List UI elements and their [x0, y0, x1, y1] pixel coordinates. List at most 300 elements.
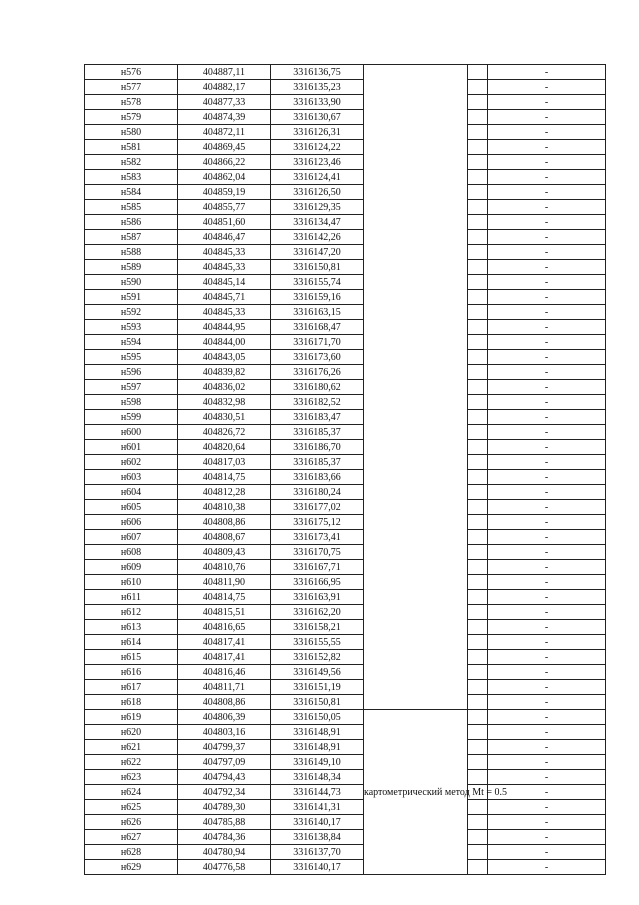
accuracy-cell: -	[488, 80, 606, 95]
table-row	[85, 830, 606, 845]
point-name-cell: н597	[85, 380, 178, 395]
x-coordinate-cell: 404808,86	[178, 515, 271, 530]
table-row	[85, 140, 606, 155]
x-coordinate-cell: 404808,67	[178, 530, 271, 545]
spacer-cell	[468, 275, 488, 290]
point-name-cell: н592	[85, 305, 178, 320]
table-row	[85, 620, 606, 635]
spacer-cell	[468, 800, 488, 815]
spacer-cell	[468, 665, 488, 680]
table-row	[85, 440, 606, 455]
point-name-cell: н577	[85, 80, 178, 95]
spacer-cell	[468, 545, 488, 560]
spacer-cell	[468, 320, 488, 335]
spacer-cell	[468, 485, 488, 500]
table-row	[85, 485, 606, 500]
accuracy-cell: -	[488, 785, 606, 800]
accuracy-cell: -	[488, 695, 606, 710]
x-coordinate-cell: 404776,58	[178, 860, 271, 875]
point-name-cell: н581	[85, 140, 178, 155]
y-coordinate-cell: 3316150,81	[271, 695, 364, 710]
x-coordinate-cell: 404832,98	[178, 395, 271, 410]
point-name-cell: н610	[85, 575, 178, 590]
point-name-cell: н586	[85, 215, 178, 230]
table-row	[85, 710, 606, 725]
accuracy-cell: -	[488, 65, 606, 80]
x-coordinate-cell: 404866,22	[178, 155, 271, 170]
y-coordinate-cell: 3316185,37	[271, 425, 364, 440]
table-row	[85, 590, 606, 605]
point-name-cell: н611	[85, 590, 178, 605]
y-coordinate-cell: 3316137,70	[271, 845, 364, 860]
x-coordinate-cell: 404874,39	[178, 110, 271, 125]
x-coordinate-cell: 404817,41	[178, 635, 271, 650]
spacer-cell	[468, 440, 488, 455]
accuracy-cell: -	[488, 260, 606, 275]
table-row	[85, 365, 606, 380]
point-name-cell: н626	[85, 815, 178, 830]
y-coordinate-cell: 3316151,19	[271, 680, 364, 695]
y-coordinate-cell: 3316180,24	[271, 485, 364, 500]
y-coordinate-cell: 3316124,22	[271, 140, 364, 155]
spacer-cell	[468, 830, 488, 845]
accuracy-cell: -	[488, 665, 606, 680]
x-coordinate-cell: 404869,45	[178, 140, 271, 155]
point-name-cell: н589	[85, 260, 178, 275]
point-name-cell: н625	[85, 800, 178, 815]
x-coordinate-cell: 404843,05	[178, 350, 271, 365]
accuracy-cell: -	[488, 740, 606, 755]
x-coordinate-cell: 404844,00	[178, 335, 271, 350]
accuracy-cell: -	[488, 620, 606, 635]
x-coordinate-cell: 404817,41	[178, 650, 271, 665]
coordinates-table-container	[84, 64, 605, 873]
x-coordinate-cell: 404826,72	[178, 425, 271, 440]
accuracy-cell: -	[488, 320, 606, 335]
accuracy-cell: -	[488, 230, 606, 245]
spacer-cell	[468, 770, 488, 785]
y-coordinate-cell: 3316126,31	[271, 125, 364, 140]
point-name-cell: н588	[85, 245, 178, 260]
x-coordinate-cell: 404872,11	[178, 125, 271, 140]
accuracy-cell: -	[488, 125, 606, 140]
table-row	[85, 155, 606, 170]
y-coordinate-cell: 3316140,17	[271, 815, 364, 830]
table-row	[85, 305, 606, 320]
table-row	[85, 395, 606, 410]
accuracy-cell: -	[488, 200, 606, 215]
point-name-cell: н590	[85, 275, 178, 290]
x-coordinate-cell: 404808,86	[178, 695, 271, 710]
y-coordinate-cell: 3316155,55	[271, 635, 364, 650]
x-coordinate-cell: 404803,16	[178, 725, 271, 740]
spacer-cell	[468, 515, 488, 530]
accuracy-cell: -	[488, 410, 606, 425]
point-name-cell: н579	[85, 110, 178, 125]
point-name-cell: н619	[85, 710, 178, 725]
accuracy-cell: -	[488, 575, 606, 590]
x-coordinate-cell: 404810,38	[178, 500, 271, 515]
y-coordinate-cell: 3316147,20	[271, 245, 364, 260]
x-coordinate-cell: 404851,60	[178, 215, 271, 230]
x-coordinate-cell: 404794,43	[178, 770, 271, 785]
coordinates-table	[84, 64, 606, 875]
spacer-cell	[468, 140, 488, 155]
y-coordinate-cell: 3316126,50	[271, 185, 364, 200]
spacer-cell	[468, 155, 488, 170]
spacer-cell	[468, 560, 488, 575]
spacer-cell	[468, 410, 488, 425]
accuracy-cell: -	[488, 710, 606, 725]
y-coordinate-cell: 3316177,02	[271, 500, 364, 515]
x-coordinate-cell: 404816,65	[178, 620, 271, 635]
spacer-cell	[468, 215, 488, 230]
table-row	[85, 65, 606, 80]
point-name-cell: н583	[85, 170, 178, 185]
x-coordinate-cell: 404820,64	[178, 440, 271, 455]
table-row	[85, 290, 606, 305]
accuracy-cell: -	[488, 185, 606, 200]
point-name-cell: н598	[85, 395, 178, 410]
point-name-cell: н616	[85, 665, 178, 680]
table-row	[85, 350, 606, 365]
spacer-cell	[468, 575, 488, 590]
table-row	[85, 425, 606, 440]
accuracy-cell: -	[488, 530, 606, 545]
spacer-cell	[468, 230, 488, 245]
x-coordinate-cell: 404839,82	[178, 365, 271, 380]
point-name-cell: н617	[85, 680, 178, 695]
table-row	[85, 515, 606, 530]
accuracy-cell: -	[488, 755, 606, 770]
y-coordinate-cell: 3316152,82	[271, 650, 364, 665]
accuracy-cell: -	[488, 515, 606, 530]
x-coordinate-cell: 404784,36	[178, 830, 271, 845]
accuracy-cell: -	[488, 545, 606, 560]
accuracy-cell: -	[488, 725, 606, 740]
x-coordinate-cell: 404877,33	[178, 95, 271, 110]
x-coordinate-cell: 404814,75	[178, 590, 271, 605]
x-coordinate-cell: 404859,19	[178, 185, 271, 200]
x-coordinate-cell: 404817,03	[178, 455, 271, 470]
table-row	[85, 125, 606, 140]
spacer-cell	[468, 170, 488, 185]
x-coordinate-cell: 404797,09	[178, 755, 271, 770]
y-coordinate-cell: 3316170,75	[271, 545, 364, 560]
point-name-cell: н584	[85, 185, 178, 200]
y-coordinate-cell: 3316148,91	[271, 740, 364, 755]
point-name-cell: н615	[85, 650, 178, 665]
table-row	[85, 320, 606, 335]
accuracy-cell: -	[488, 500, 606, 515]
table-row	[85, 695, 606, 710]
y-coordinate-cell: 3316167,71	[271, 560, 364, 575]
x-coordinate-cell: 404811,71	[178, 680, 271, 695]
spacer-cell	[468, 740, 488, 755]
table-row	[85, 185, 606, 200]
spacer-cell	[468, 755, 488, 770]
x-coordinate-cell: 404792,34	[178, 785, 271, 800]
accuracy-cell: -	[488, 170, 606, 185]
table-row	[85, 230, 606, 245]
x-coordinate-cell: 404855,77	[178, 200, 271, 215]
y-coordinate-cell: 3316158,21	[271, 620, 364, 635]
table-row	[85, 530, 606, 545]
point-name-cell: н612	[85, 605, 178, 620]
spacer-cell	[468, 260, 488, 275]
y-coordinate-cell: 3316136,75	[271, 65, 364, 80]
y-coordinate-cell: 3316148,91	[271, 725, 364, 740]
table-row	[85, 815, 606, 830]
accuracy-cell: -	[488, 155, 606, 170]
spacer-cell	[468, 635, 488, 650]
table-row	[85, 470, 606, 485]
spacer-cell	[468, 500, 488, 515]
spacer-cell	[468, 590, 488, 605]
table-row	[85, 575, 606, 590]
point-name-cell: н605	[85, 500, 178, 515]
table-row	[85, 785, 606, 800]
point-name-cell: н609	[85, 560, 178, 575]
spacer-cell	[468, 290, 488, 305]
y-coordinate-cell: 3316138,84	[271, 830, 364, 845]
y-coordinate-cell: 3316140,17	[271, 860, 364, 875]
spacer-cell	[468, 365, 488, 380]
table-row	[85, 650, 606, 665]
method-cell: картометрический метод Mt = 0.5	[364, 710, 468, 875]
point-name-cell: н606	[85, 515, 178, 530]
y-coordinate-cell: 3316150,05	[271, 710, 364, 725]
x-coordinate-cell: 404809,43	[178, 545, 271, 560]
x-coordinate-cell: 404887,11	[178, 65, 271, 80]
accuracy-cell: -	[488, 470, 606, 485]
table-row	[85, 725, 606, 740]
x-coordinate-cell: 404810,76	[178, 560, 271, 575]
y-coordinate-cell: 3316149,56	[271, 665, 364, 680]
x-coordinate-cell: 404845,71	[178, 290, 271, 305]
table-row	[85, 665, 606, 680]
accuracy-cell: -	[488, 860, 606, 875]
y-coordinate-cell: 3316171,70	[271, 335, 364, 350]
spacer-cell	[468, 305, 488, 320]
accuracy-cell: -	[488, 380, 606, 395]
point-name-cell: н614	[85, 635, 178, 650]
accuracy-cell: -	[488, 845, 606, 860]
table-row	[85, 455, 606, 470]
x-coordinate-cell: 404812,28	[178, 485, 271, 500]
spacer-cell	[468, 530, 488, 545]
point-name-cell: н624	[85, 785, 178, 800]
accuracy-cell: -	[488, 290, 606, 305]
x-coordinate-cell: 404845,33	[178, 245, 271, 260]
spacer-cell	[468, 185, 488, 200]
y-coordinate-cell: 3316173,41	[271, 530, 364, 545]
point-name-cell: н629	[85, 860, 178, 875]
spacer-cell	[468, 860, 488, 875]
y-coordinate-cell: 3316185,37	[271, 455, 364, 470]
y-coordinate-cell: 3316186,70	[271, 440, 364, 455]
accuracy-cell: -	[488, 140, 606, 155]
point-name-cell: н607	[85, 530, 178, 545]
accuracy-cell: -	[488, 440, 606, 455]
table-row	[85, 215, 606, 230]
point-name-cell: н608	[85, 545, 178, 560]
spacer-cell	[468, 200, 488, 215]
x-coordinate-cell: 404785,88	[178, 815, 271, 830]
accuracy-cell: -	[488, 110, 606, 125]
y-coordinate-cell: 3316135,23	[271, 80, 364, 95]
y-coordinate-cell: 3316124,41	[271, 170, 364, 185]
point-name-cell: н620	[85, 725, 178, 740]
point-name-cell: н601	[85, 440, 178, 455]
y-coordinate-cell: 3316173,60	[271, 350, 364, 365]
point-name-cell: н595	[85, 350, 178, 365]
point-name-cell: н593	[85, 320, 178, 335]
spacer-cell	[468, 605, 488, 620]
y-coordinate-cell: 3316123,46	[271, 155, 364, 170]
point-name-cell: н582	[85, 155, 178, 170]
spacer-cell	[468, 425, 488, 440]
accuracy-cell: -	[488, 425, 606, 440]
point-name-cell: н628	[85, 845, 178, 860]
accuracy-cell: -	[488, 770, 606, 785]
x-coordinate-cell: 404845,33	[178, 260, 271, 275]
x-coordinate-cell: 404846,47	[178, 230, 271, 245]
spacer-cell	[468, 110, 488, 125]
y-coordinate-cell: 3316133,90	[271, 95, 364, 110]
y-coordinate-cell: 3316144,73	[271, 785, 364, 800]
x-coordinate-cell: 404862,04	[178, 170, 271, 185]
x-coordinate-cell: 404806,39	[178, 710, 271, 725]
table-row	[85, 500, 606, 515]
point-name-cell: н600	[85, 425, 178, 440]
y-coordinate-cell: 3316130,67	[271, 110, 364, 125]
accuracy-cell: -	[488, 650, 606, 665]
spacer-cell	[468, 815, 488, 830]
spacer-cell	[468, 725, 488, 740]
spacer-cell	[468, 380, 488, 395]
table-row	[85, 605, 606, 620]
y-coordinate-cell: 3316183,47	[271, 410, 364, 425]
point-name-cell: н585	[85, 200, 178, 215]
point-name-cell: н623	[85, 770, 178, 785]
spacer-cell	[468, 65, 488, 80]
y-coordinate-cell: 3316134,47	[271, 215, 364, 230]
point-name-cell: н613	[85, 620, 178, 635]
y-coordinate-cell: 3316162,20	[271, 605, 364, 620]
table-row	[85, 845, 606, 860]
accuracy-cell: -	[488, 680, 606, 695]
x-coordinate-cell: 404844,95	[178, 320, 271, 335]
point-name-cell: н594	[85, 335, 178, 350]
spacer-cell	[468, 470, 488, 485]
point-name-cell: н591	[85, 290, 178, 305]
y-coordinate-cell: 3316182,52	[271, 395, 364, 410]
x-coordinate-cell: 404845,14	[178, 275, 271, 290]
y-coordinate-cell: 3316180,62	[271, 380, 364, 395]
point-name-cell: н599	[85, 410, 178, 425]
x-coordinate-cell: 404799,37	[178, 740, 271, 755]
accuracy-cell: -	[488, 605, 606, 620]
table-row	[85, 95, 606, 110]
table-row	[85, 770, 606, 785]
x-coordinate-cell: 404830,51	[178, 410, 271, 425]
table-row	[85, 260, 606, 275]
table-row	[85, 245, 606, 260]
y-coordinate-cell: 3316141,31	[271, 800, 364, 815]
spacer-cell	[468, 680, 488, 695]
accuracy-cell: -	[488, 275, 606, 290]
point-name-cell: н618	[85, 695, 178, 710]
point-name-cell: н602	[85, 455, 178, 470]
x-coordinate-cell: 404789,30	[178, 800, 271, 815]
point-name-cell: н622	[85, 755, 178, 770]
spacer-cell	[468, 245, 488, 260]
table-row	[85, 740, 606, 755]
y-coordinate-cell: 3316149,10	[271, 755, 364, 770]
point-name-cell: н604	[85, 485, 178, 500]
table-row	[85, 335, 606, 350]
x-coordinate-cell: 404836,02	[178, 380, 271, 395]
table-row	[85, 80, 606, 95]
y-coordinate-cell: 3316155,74	[271, 275, 364, 290]
method-cell-empty	[364, 65, 468, 710]
accuracy-cell: -	[488, 485, 606, 500]
accuracy-cell: -	[488, 95, 606, 110]
accuracy-cell: -	[488, 800, 606, 815]
table-row	[85, 800, 606, 815]
accuracy-cell: -	[488, 815, 606, 830]
accuracy-cell: -	[488, 830, 606, 845]
x-coordinate-cell: 404882,17	[178, 80, 271, 95]
spacer-cell	[468, 695, 488, 710]
point-name-cell: н587	[85, 230, 178, 245]
x-coordinate-cell: 404815,51	[178, 605, 271, 620]
y-coordinate-cell: 3316159,16	[271, 290, 364, 305]
table-row	[85, 635, 606, 650]
y-coordinate-cell: 3316176,26	[271, 365, 364, 380]
point-name-cell: н603	[85, 470, 178, 485]
point-name-cell: н580	[85, 125, 178, 140]
spacer-cell	[468, 95, 488, 110]
table-row	[85, 110, 606, 125]
accuracy-cell: -	[488, 215, 606, 230]
x-coordinate-cell: 404811,90	[178, 575, 271, 590]
x-coordinate-cell: 404845,33	[178, 305, 271, 320]
spacer-cell	[468, 125, 488, 140]
table-row	[85, 860, 606, 875]
spacer-cell	[468, 395, 488, 410]
accuracy-cell: -	[488, 350, 606, 365]
table-row	[85, 410, 606, 425]
spacer-cell	[468, 335, 488, 350]
spacer-cell	[468, 845, 488, 860]
point-name-cell: н621	[85, 740, 178, 755]
spacer-cell	[468, 455, 488, 470]
spacer-cell	[468, 650, 488, 665]
y-coordinate-cell: 3316163,15	[271, 305, 364, 320]
spacer-cell	[468, 710, 488, 725]
table-row	[85, 170, 606, 185]
y-coordinate-cell: 3316129,35	[271, 200, 364, 215]
table-row	[85, 680, 606, 695]
y-coordinate-cell: 3316175,12	[271, 515, 364, 530]
accuracy-cell: -	[488, 335, 606, 350]
accuracy-cell: -	[488, 560, 606, 575]
spacer-cell	[468, 620, 488, 635]
table-row	[85, 560, 606, 575]
table-row	[85, 545, 606, 560]
